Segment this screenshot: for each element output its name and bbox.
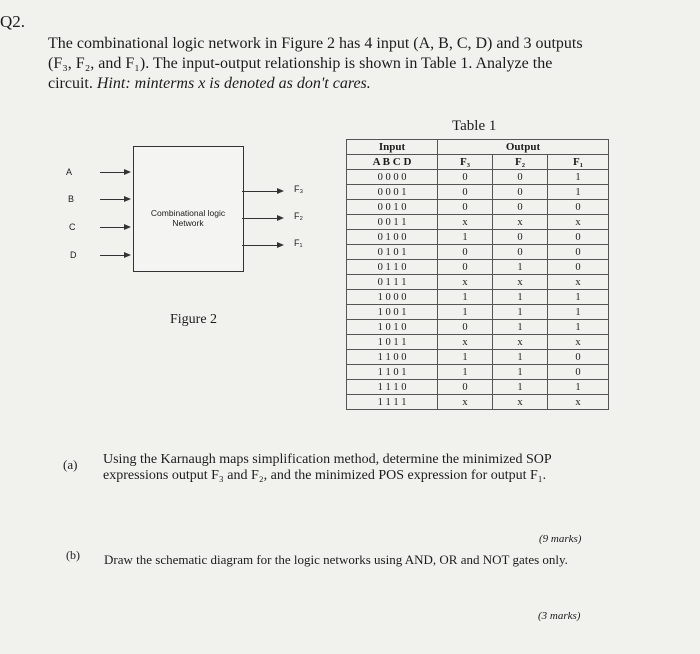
column-header-f3: F₃	[438, 155, 493, 170]
table-row	[347, 200, 609, 215]
table-row	[347, 230, 609, 245]
output-arrow-f1-icon	[277, 242, 284, 248]
cell-abcd: 1 1 1 1	[347, 395, 438, 410]
input-wire-a	[100, 172, 126, 173]
cell-f3: 1	[438, 350, 493, 365]
input-wire-b	[100, 199, 126, 200]
input-label-d: D	[70, 250, 77, 260]
cell-f1: 1	[548, 290, 609, 305]
table-row	[347, 290, 609, 305]
cell-f3: x	[438, 215, 493, 230]
table-row	[347, 350, 609, 365]
cell-f2: x	[493, 335, 548, 350]
column-header-abcd: A B C D	[347, 155, 438, 170]
table-row	[347, 260, 609, 275]
cell-f1: x	[548, 215, 609, 230]
truth-table	[346, 139, 609, 410]
cell-abcd: 1 1 0 1	[347, 365, 438, 380]
part-b-text: Draw the schematic diagram for the logic networks using AND, OR and NOT gates only.	[104, 552, 568, 567]
group-header-output: Output	[438, 140, 609, 155]
cell-f1: 1	[548, 305, 609, 320]
output-label-f3: F₃	[294, 184, 304, 194]
cell-f2: 1	[493, 290, 548, 305]
intro-line-1: The combinational logic network in Figure 2 has 4 input (A, B, C, D) and 3 outputs	[48, 35, 583, 52]
cell-abcd: 0 1 1 0	[347, 260, 438, 275]
table-row	[347, 245, 609, 260]
column-header-f1: F₁	[548, 155, 609, 170]
table-row	[347, 305, 609, 320]
cell-f3: x	[438, 395, 493, 410]
cell-f1: x	[548, 395, 609, 410]
cell-f2: 1	[493, 260, 548, 275]
cell-f2: x	[493, 275, 548, 290]
output-wire-f2	[242, 218, 277, 219]
input-arrow-b-icon	[124, 196, 131, 202]
input-wire-c	[100, 227, 126, 228]
cell-abcd: 1 1 0 0	[347, 350, 438, 365]
part-b-label: (b)	[66, 548, 80, 562]
input-label-c: C	[69, 222, 76, 232]
cell-f1: 0	[548, 365, 609, 380]
question-intro	[48, 34, 638, 94]
table-row	[347, 335, 609, 350]
input-label-a: A	[66, 167, 73, 177]
cell-f3: 1	[438, 365, 493, 380]
input-label-b: B	[68, 194, 75, 204]
input-arrow-d-icon	[124, 252, 131, 258]
cell-f3: 0	[438, 245, 493, 260]
cell-abcd: 0 1 1 1	[347, 275, 438, 290]
cell-f1: 1	[548, 380, 609, 395]
cell-f2: 1	[493, 365, 548, 380]
cell-abcd: 1 0 1 0	[347, 320, 438, 335]
part-a-label: (a)	[63, 457, 78, 472]
cell-f1: x	[548, 275, 609, 290]
cell-f2: 1	[493, 350, 548, 365]
part-b-marks: (3 marks)	[538, 610, 581, 622]
cell-f3: 0	[438, 170, 493, 185]
input-arrow-a-icon	[124, 169, 131, 175]
cell-abcd: 0 0 1 0	[347, 200, 438, 215]
table-row	[347, 275, 609, 290]
question-number: Q2.	[0, 12, 26, 31]
cell-abcd: 0 0 0 0	[347, 170, 438, 185]
cell-abcd: 1 0 1 1	[347, 335, 438, 350]
cell-abcd: 1 1 1 0	[347, 380, 438, 395]
output-arrow-f3-icon	[277, 188, 284, 194]
cell-f3: 1	[438, 305, 493, 320]
block-label-line-1: Combinational logic	[150, 208, 226, 218]
table-body	[347, 170, 609, 410]
cell-abcd: 0 1 0 1	[347, 245, 438, 260]
table-row	[347, 365, 609, 380]
intro-line-2: (F₃, F₂, and F₁). The input-output relationship is shown in Table 1. Analyze the	[48, 55, 553, 72]
intro-line-3-prefix: circuit.	[48, 75, 93, 92]
input-arrow-c-icon	[124, 224, 131, 230]
cell-f2: 1	[493, 305, 548, 320]
cell-f3: 0	[438, 380, 493, 395]
cell-f3: 0	[438, 200, 493, 215]
block-label-line-2: Network	[172, 218, 204, 228]
cell-f2: x	[493, 215, 548, 230]
cell-f3: 0	[438, 185, 493, 200]
table-row	[347, 185, 609, 200]
table-column-header-row	[347, 155, 609, 170]
cell-f2: 0	[493, 170, 548, 185]
cell-f2: x	[493, 395, 548, 410]
cell-abcd: 0 0 1 1	[347, 215, 438, 230]
table-caption: Table 1	[452, 118, 497, 134]
cell-f3: x	[438, 335, 493, 350]
cell-f1: 0	[548, 230, 609, 245]
cell-f3: 1	[438, 290, 493, 305]
cell-f1: 1	[548, 170, 609, 185]
cell-f3: 0	[438, 260, 493, 275]
cell-abcd: 1 0 0 0	[347, 290, 438, 305]
block-label	[140, 208, 236, 228]
figure-caption: Figure 2	[170, 312, 218, 327]
cell-abcd: 0 0 0 1	[347, 185, 438, 200]
cell-f2: 0	[493, 230, 548, 245]
cell-f1: 1	[548, 185, 609, 200]
output-wire-f3	[242, 191, 277, 192]
cell-f1: 0	[548, 260, 609, 275]
cell-f2: 1	[493, 380, 548, 395]
table-group-header-row	[347, 140, 609, 155]
cell-f2: 0	[493, 185, 548, 200]
cell-f3: 0	[438, 320, 493, 335]
hint-text: Hint: minterms x is denoted as don't cares.	[96, 75, 371, 92]
cell-f1: 0	[548, 245, 609, 260]
cell-f2: 1	[493, 320, 548, 335]
cell-f1: x	[548, 335, 609, 350]
output-label-f1: F₁	[294, 238, 303, 248]
cell-f1: 0	[548, 350, 609, 365]
cell-abcd: 0 1 0 0	[347, 230, 438, 245]
part-a-marks: (9 marks)	[539, 533, 582, 545]
output-wire-f1	[242, 245, 277, 246]
table-row	[347, 170, 609, 185]
cell-f3: x	[438, 275, 493, 290]
output-arrow-f2-icon	[277, 215, 284, 221]
table-row	[347, 395, 609, 410]
cell-f2: 0	[493, 200, 548, 215]
part-a-text: Using the Karnaugh maps simplification method, determine the minimized SOP expressions output F₃ and F₂, and the minimized POS expression for output F₁.	[103, 452, 552, 483]
cell-abcd: 1 0 0 1	[347, 305, 438, 320]
cell-f3: 1	[438, 230, 493, 245]
intro-line-3	[48, 74, 638, 94]
table-row	[347, 215, 609, 230]
input-wire-d	[100, 255, 126, 256]
table-row	[347, 320, 609, 335]
column-header-f2: F₂	[493, 155, 548, 170]
output-label-f2: F₂	[294, 211, 303, 221]
table-row	[347, 380, 609, 395]
cell-f2: 0	[493, 245, 548, 260]
group-header-input: Input	[347, 140, 438, 155]
cell-f1: 0	[548, 200, 609, 215]
cell-f1: 1	[548, 320, 609, 335]
